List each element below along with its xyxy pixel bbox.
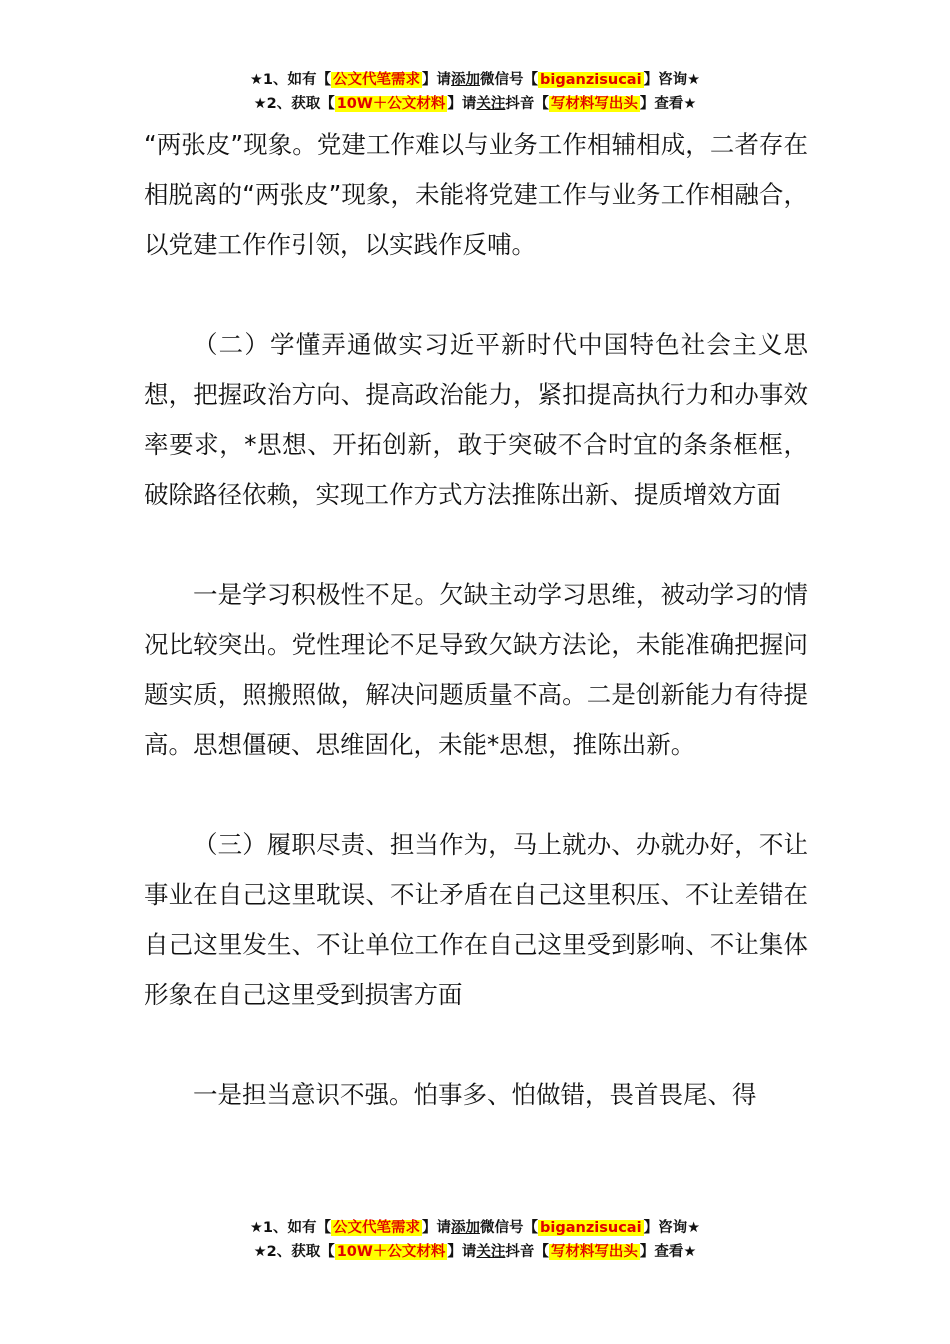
- promo-line-1: ★1、如有【 公文代笔需求 】请添加微信号【 biganzisucai 】咨询★: [249, 1220, 701, 1236]
- promo-line-2: ★2、获取【 10W＋公文材料 】请关注抖音【 写材料写出头 】查看★: [253, 1244, 697, 1260]
- section-heading: （三）履职尽责、担当作为，马上就办、办就办好，不让事业在自己这里耽误、不让矛盾在自己这里积压、不让差错在自己这里发生、不让单位工作在自己这里受到影响、不让集体形象在自己这里受到损害方面: [144, 830, 808, 1009]
- footer-promo-banner: [0, 1216, 950, 1264]
- paragraph: 一是担当意识不强。怕事多、怕做错，畏首畏尾、得: [193, 1080, 757, 1109]
- douyin-account: 写材料写出头: [550, 1244, 638, 1260]
- document-body: [144, 120, 808, 1120]
- paragraph: “两张皮”现象。党建工作难以与业务工作相辅相成，二者存在相脱离的“两张皮”现象，未能将党建工作与业务工作相融合，以党建工作作引领，以实践作反哺。: [144, 130, 808, 259]
- wechat-id: biganzisucai: [540, 72, 642, 88]
- promo-highlight: 公文代笔需求: [333, 1220, 421, 1236]
- paragraph: 一是学习积极性不足。欠缺主动学习思维，被动学习的情况比较突出。党性理论不足导致欠缺方法论，未能准确把握问题实质，照搬照做，解决问题质量不高。二是创新能力有待提高。思想僵硬、思维固化，未能*思想，推陈出新。: [144, 580, 808, 759]
- promo-highlight: 公文代笔需求: [333, 72, 421, 88]
- douyin-account: 写材料写出头: [550, 96, 638, 112]
- promo-line-1: ★1、如有【 公文代笔需求 】请添加微信号【 biganzisucai 】咨询★: [249, 72, 701, 88]
- promo-line-2: ★2、获取【 10W＋公文材料 】请关注抖音【 写材料写出头 】查看★: [253, 96, 697, 112]
- header-promo-banner: [0, 68, 950, 116]
- wechat-id: biganzisucai: [540, 1220, 642, 1236]
- promo-highlight: 10W＋公文材料: [336, 96, 446, 112]
- promo-highlight: 10W＋公文材料: [336, 1244, 446, 1260]
- section-heading: （二）学懂弄通做实习近平新时代中国特色社会主义思想，把握政治方向、提高政治能力，紧扣提高执行力和办事效率要求，*思想、开拓创新，敢于突破不合时宜的条条框框，破除路径依赖，实现工作方式方法推陈出新、提质增效方面: [144, 330, 808, 509]
